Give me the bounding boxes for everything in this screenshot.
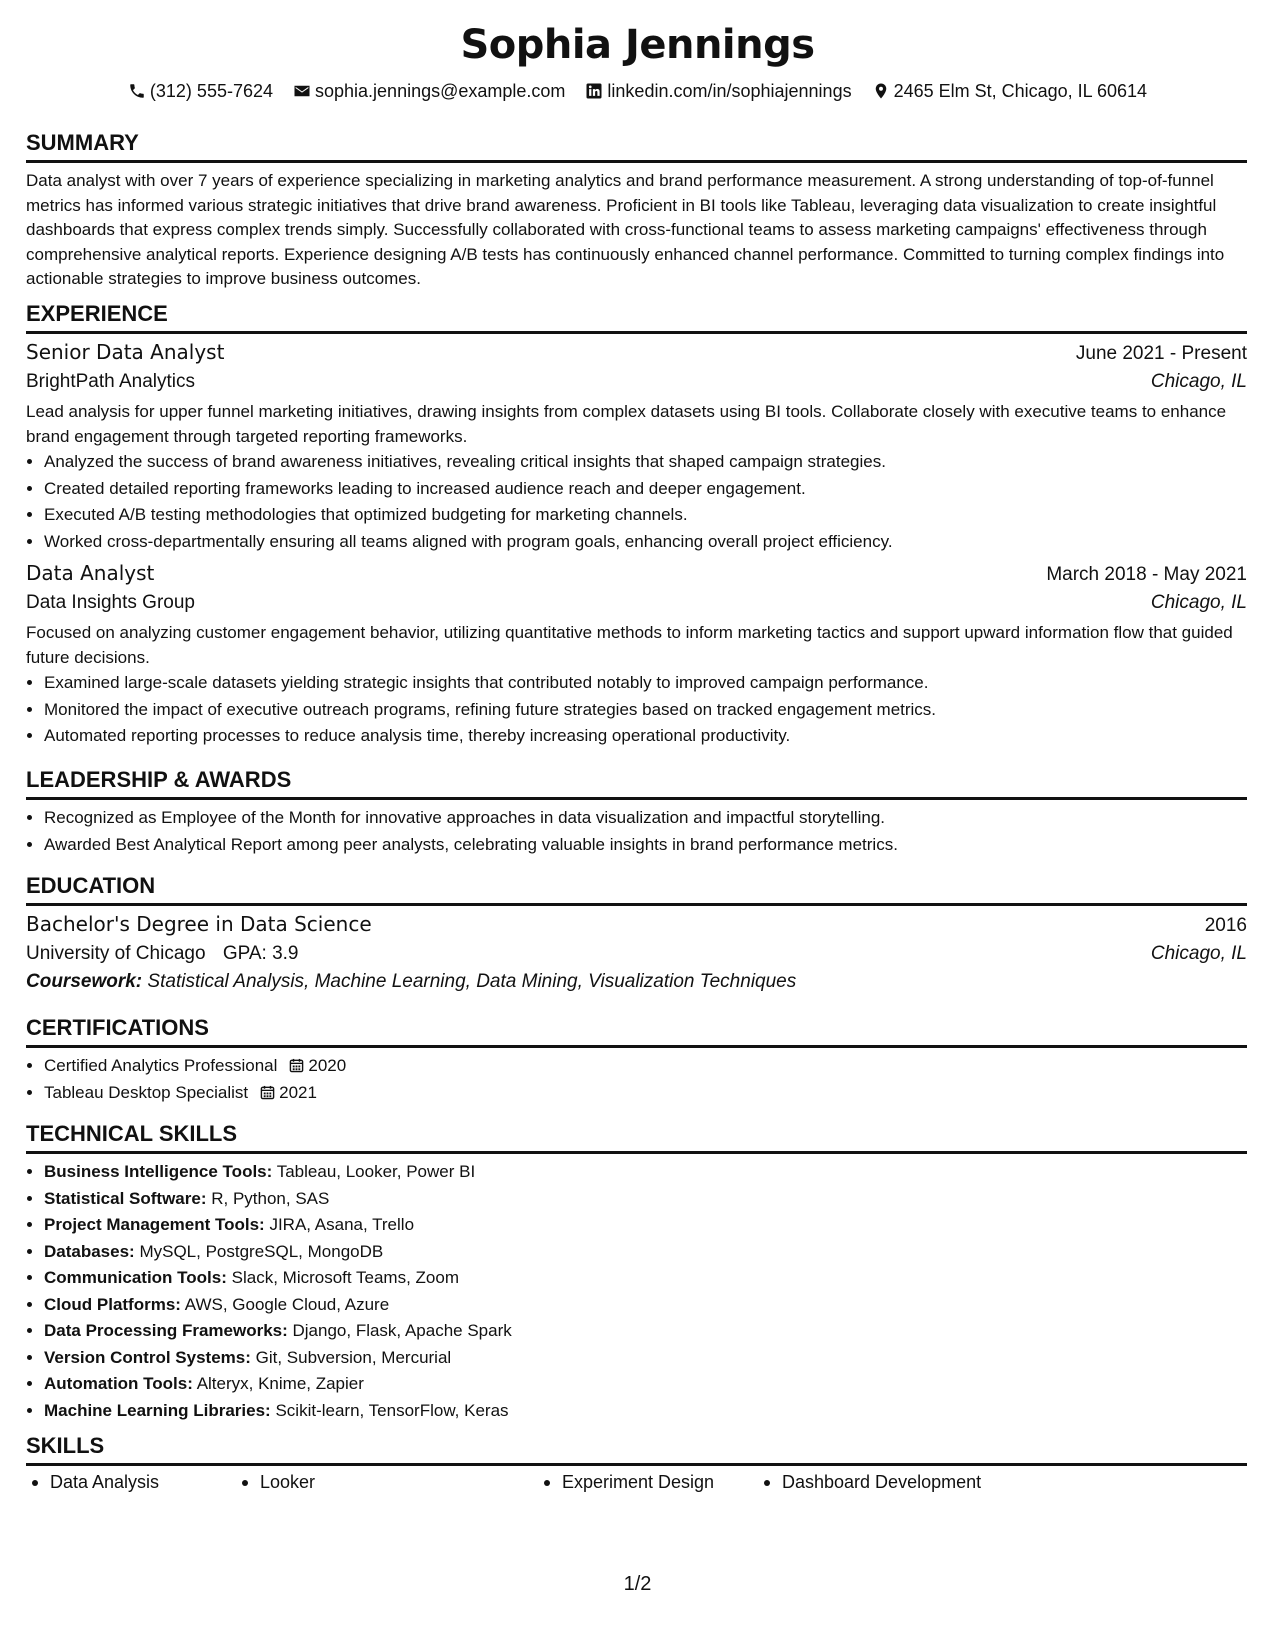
school-name: University of Chicago <box>26 943 206 964</box>
skills-grid <box>26 1472 1247 1493</box>
list-item: • Monitored the impact of executive outreach programs, refining future strategies based on tracked engagement metrics. <box>44 697 1247 724</box>
linkedin-icon <box>585 82 603 100</box>
list-item: • Executed A/B testing methodologies that optimized budgeting for marketing channels. <box>44 502 1247 529</box>
degree-title: Bachelor's Degree in Data Science <box>26 912 372 936</box>
job-location: Chicago, IL <box>1150 371 1247 392</box>
job-bullets <box>26 449 1247 555</box>
skill-category: Cloud Platforms: <box>44 1294 181 1314</box>
awards-list <box>26 805 1247 858</box>
skill-category: Project Management Tools: <box>44 1215 265 1234</box>
skill-values: R, Python, SAS <box>211 1188 330 1208</box>
contact-phone <box>128 80 273 102</box>
list-item <box>44 1318 1247 1345</box>
skills-section <box>26 1433 1247 1493</box>
linkedin-text[interactable]: linkedin.com/in/sophiajennings <box>607 81 852 101</box>
experience-section <box>26 301 1247 750</box>
contact-email[interactable] <box>293 80 565 102</box>
list-item: • Analyzed the success of brand awareness initiatives, revealing critical insights that shaped campaign strategies. <box>44 449 1247 476</box>
summary-section <box>26 130 1247 292</box>
list-item <box>44 1080 1247 1107</box>
list-item <box>44 1053 1247 1080</box>
list-item <box>44 1265 1247 1292</box>
list-item: • Created detailed reporting frameworks leading to increased audience reach and deeper engagement. <box>44 476 1247 503</box>
coursework-text: Statistical Analysis, Machine Learning, Data Mining, Visualization Techniques <box>147 971 797 992</box>
skill-values: JIRA, Asana, Trello <box>269 1215 415 1234</box>
certifications-section <box>26 1015 1247 1106</box>
job-company: Data Insights Group <box>26 592 195 613</box>
skill-values: Django, Flask, Apache Spark <box>292 1321 512 1340</box>
skill-category: Data Processing Frameworks: <box>44 1321 288 1340</box>
skill-values: Scikit-learn, TensorFlow, Keras <box>275 1400 509 1420</box>
list-item <box>44 1159 1247 1186</box>
skill-values: AWS, Google Cloud, Azure <box>184 1294 390 1314</box>
list-item <box>44 1212 1247 1239</box>
education-section <box>26 873 1247 993</box>
skill-values: Tableau, Looker, Power BI <box>276 1162 476 1181</box>
skill-label: Data Analysis <box>50 1472 160 1492</box>
job-entry <box>26 561 1247 750</box>
job-location: Chicago, IL <box>1150 592 1247 613</box>
skill-values: Git, Subversion, Mercurial <box>255 1347 452 1367</box>
experience-heading: EXPERIENCE <box>26 301 1247 334</box>
skill-item <box>758 1472 1018 1493</box>
list-item <box>44 1398 1247 1425</box>
list-item <box>44 1371 1247 1398</box>
skill-label: Dashboard Development <box>782 1472 982 1492</box>
summary-text: Data analyst with over 7 years of experience specializing in marketing analytics and brand performance measurement. A strong understanding of top-of-funnel metrics has informed various strategic initiatives that drive brand awareness. Proficient in BI tools like Tableau, leveraging data visualization to create insightful dashboards that express complex trends simply. Successfully collaborated with cross-functional teams to assess marketing campaigns' effectiveness through comprehensive analytical reports. Experience designing A/B tests has continuously enhanced channel performance. Committed to turning complex findings into actionable strategies to improve business outcomes. <box>26 171 1225 288</box>
skill-item <box>538 1472 758 1493</box>
skill-category: Business Intelligence Tools: <box>44 1162 273 1181</box>
job-dates: March 2018 - May 2021 <box>1046 564 1247 585</box>
job-dates: June 2021 - Present <box>1075 343 1247 364</box>
skill-item <box>236 1472 538 1493</box>
certifications-list <box>26 1053 1247 1106</box>
list-item: • Automated reporting processes to reduce analysis time, thereby increasing operational productivity. <box>44 723 1247 750</box>
summary-heading: SUMMARY <box>26 130 1247 163</box>
page-number: 1/2 <box>623 1573 652 1595</box>
skill-category: Communication Tools: <box>44 1268 227 1287</box>
list-item <box>44 1239 1247 1266</box>
envelope-icon <box>293 82 311 100</box>
calendar-icon <box>289 1058 304 1073</box>
list-item: • Examined large-scale datasets yielding strategic insights that contributed notably to improved campaign performance. <box>44 670 1247 697</box>
skill-category: Version Control Systems: <box>44 1347 251 1367</box>
school-location: Chicago, IL <box>1150 943 1247 964</box>
calendar-icon <box>260 1085 275 1100</box>
skills-heading: SKILLS <box>26 1433 1247 1466</box>
certification-year: 2021 <box>279 1082 317 1102</box>
graduation-year: 2016 <box>1204 915 1247 936</box>
contact-address <box>872 80 1148 102</box>
skill-category: Machine Learning Libraries: <box>44 1400 271 1420</box>
candidate-name: Sophia Jennings <box>460 22 815 68</box>
phone-icon <box>128 82 146 100</box>
job-bullets <box>26 670 1247 750</box>
certifications-heading: CERTIFICATIONS <box>26 1015 1247 1048</box>
list-item: • Recognized as Employee of the Month for innovative approaches in data visualization and impactful storytelling. <box>44 805 1247 832</box>
awards-heading: LEADERSHIP & AWARDS <box>26 767 1247 800</box>
list-item <box>44 1186 1247 1213</box>
skill-label: Experiment Design <box>562 1472 715 1492</box>
bullet-dot <box>32 1480 38 1486</box>
phone-text: (312) 555-7624 <box>149 81 273 101</box>
gpa: GPA: 3.9 <box>222 943 299 964</box>
list-item <box>44 1345 1247 1372</box>
awards-section <box>26 767 1247 858</box>
skill-category: Databases: <box>44 1241 135 1261</box>
address-text: 2465 Elm St, Chicago, IL 60614 <box>893 81 1148 101</box>
skill-label: Looker <box>260 1472 316 1492</box>
list-item: • Awarded Best Analytical Report among peer analysts, celebrating valuable insights in brand performance metrics. <box>44 832 1247 859</box>
job-entry <box>26 340 1247 555</box>
skill-category: Automation Tools: <box>44 1374 193 1393</box>
list-item <box>44 1292 1247 1319</box>
technical-skills-list <box>26 1159 1247 1424</box>
coursework-line <box>26 971 1247 993</box>
job-description: Focused on analyzing customer engagement behavior, utilizing quantitative methods to inform marketing tactics and support upward information flow that guided future decisions. <box>26 623 1233 667</box>
bullet-dot <box>544 1480 550 1486</box>
technical-skills-section <box>26 1121 1247 1424</box>
skill-category: Statistical Software: <box>44 1188 207 1208</box>
certification-year: 2020 <box>308 1056 347 1075</box>
technical-skills-heading: TECHNICAL SKILLS <box>26 1121 1247 1154</box>
bullet-dot <box>764 1480 770 1486</box>
job-title: Senior Data Analyst <box>26 340 225 364</box>
email-text[interactable]: sophia.jennings@example.com <box>315 81 566 101</box>
skill-values: MySQL, PostgreSQL, MongoDB <box>139 1241 384 1261</box>
certification-name: Tableau Desktop Specialist <box>44 1082 249 1102</box>
coursework-label: Coursework: <box>26 971 143 992</box>
education-heading: EDUCATION <box>26 873 1247 906</box>
certification-name: Certified Analytics Professional <box>44 1056 278 1075</box>
contact-bar <box>0 80 1275 102</box>
skill-values: Alteryx, Knime, Zapier <box>196 1374 364 1393</box>
contact-linkedin[interactable] <box>585 80 851 102</box>
job-company: BrightPath Analytics <box>26 371 195 392</box>
skill-item <box>26 1472 236 1493</box>
school-info <box>26 943 299 965</box>
job-description: Lead analysis for upper funnel marketing initiatives, drawing insights from complex datasets using BI tools. Collaborate closely with executive teams to enhance brand engagement through targeted reporting frameworks. <box>26 402 1227 446</box>
list-item: • Worked cross-departmentally ensuring all teams aligned with program goals, enhancing overall project efficiency. <box>44 529 1247 556</box>
bullet-dot <box>242 1480 248 1486</box>
map-marker-icon <box>872 82 890 100</box>
job-title: Data Analyst <box>26 561 155 585</box>
skill-values: Slack, Microsoft Teams, Zoom <box>231 1268 459 1287</box>
